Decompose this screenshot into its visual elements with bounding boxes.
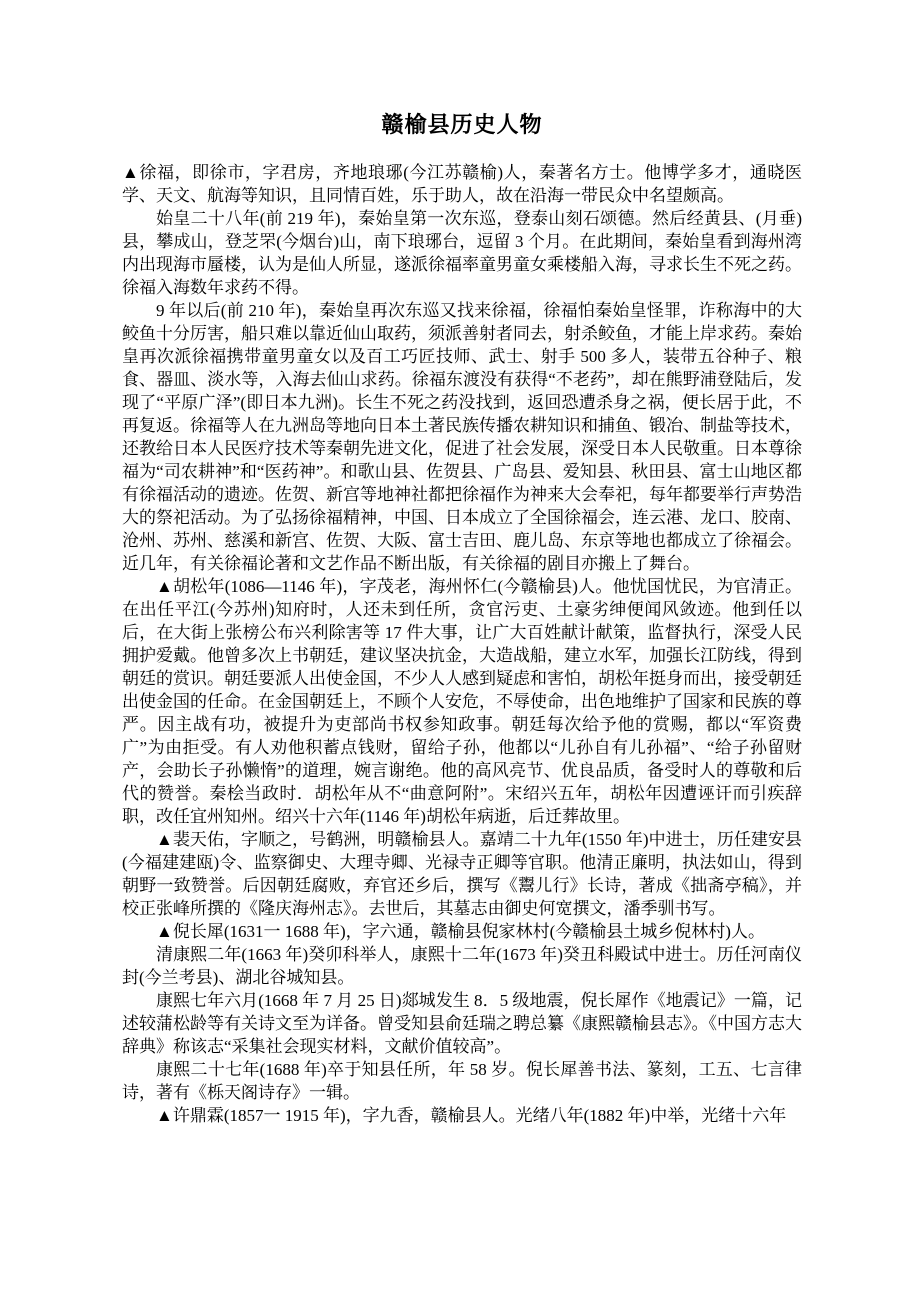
paragraph-xufu-second-voyage: 9 年以后(前 210 年)，秦始皇再次东巡又找来徐福，徐福怕秦始皇怪罪，诈称海中的大鲛鱼十分厉害，船只难以靠近仙山取药，须派善射者同去，射杀鲛鱼，才能上岸求药。秦始皇再次派徐福携带童男童女以及百工巧匠技师、武士、射手 500 多人，装带五谷种子、粮食、器皿、淡水等，入海去仙山求药。徐福东渡没有获得“不老药”，却在熊野浦登陆后，发现了“平原广泽”(即日本九洲)。长生不死之药没找到，返回恐遭杀身之祸，便长居于此，不再复返。徐福等人在九洲岛等地向日本土著民族传播农耕知识和捕鱼、锻冶、制盐等技术，还教给日本人民医疗技术等秦朝先进文化，促进了社会发展，深受日本人民敬重。日本尊徐福为“司农耕神”和“医药神”。和歌山县、佐贺县、广岛县、爱知县、秋田县、富士山地区都有徐福活动的遗迹。佐贺、新宫等地神社都把徐福作为神来大会奉祀，每年都要举行声势浩大的祭祀活动。为了弘扬徐福精神，中国、日本成立了全国徐福会，连云港、龙口、胶南、沧州、苏州、慈溪和新宫、佐贺、大阪、富士吉田、鹿儿岛、东京等地也都成立了徐福会。近几年，有关徐福论著和文艺作品不断出版，有关徐福的剧目亦搬上了舞台。	[122, 301, 802, 573]
paragraph-nichangxi-earthquake: 康熙七年六月(1668 年 7 月 25 日)郯城发生 8．5 级地震，倪长犀作《地震记》一篇，记述较蒲松龄等有关诗文至为详备。曾受知县俞廷瑞之聘总纂《康熙赣榆县志》。《中国方志大辞典》称该志“采集社会现实材料，文献价值较高”。	[122, 991, 802, 1056]
paragraph-xufu-intro: ▲徐福，即徐市，字君房，齐地琅琊(今江苏赣榆)人，秦著名方士。他博学多才，通晓医学、天文、航海等知识，且同情百姓，乐于助人，故在沿海一带民众中名望颇高。	[122, 163, 802, 205]
document-body	[122, 161, 802, 1127]
paragraph-xudinglin: ▲许鼎霖(1857一 1915 年)，字九香，赣榆县人。光绪八年(1882 年)中举，光绪十六年	[156, 1106, 787, 1125]
paragraph-nichangxi-career: 清康熙二年(1663 年)癸卯科举人，康熙十二年(1673 年)癸丑科殿试中进士。历任河南仪封(今兰考县)、湖北谷城知县。	[122, 945, 802, 987]
paragraph-peitianyou: ▲裴天佑，字顺之，号鹤洲，明赣榆县人。嘉靖二十九年(1550 年)中进士，历任建安县(今福建建瓯)令、监察御史、大理寺卿、光禄寺正卿等官职。他清正廉明，执法如山，得到朝野一致赞誉。后因朝廷腐败，弃官还乡后，撰写《鬻儿行》长诗，著成《拙斋亭稿》，并校正张峰所撰的《隆庆海州志》。去世后，其墓志由御史何宽撰文，潘季驯书写。	[122, 830, 802, 918]
paragraph-husongnian: ▲胡松年(1086—1146 年)，字茂老，海州怀仁(今赣榆县)人。他忧国忧民，为官清正。在出任平江(今苏州)知府时，人还未到任所，贪官污吏、土豪劣绅便闻风敛迹。他到任以后，在大街上张榜公布兴利除害等 17 件大事，让广大百姓献计献策，监督执行，深受人民拥护爱戴。他曾多次上书朝廷，建议坚决抗金，大造战船，建立水军，加强长江防线，得到朝廷的赏识。朝廷要派人出使金国，不少人人感到疑虑和害怕，胡松年挺身而出，接受朝廷出使金国的任命。在金国朝廷上，不顾个人安危，不辱使命，出色地维护了国家和民族的尊严。因主战有功，被提升为吏部尚书权参知政事。朝廷每次给予他的赏赐，都以“军资费广”为由拒受。有人劝他积蓄点钱财，留给子孙，他都以“儿孙自有儿孙福”、“给子孙留财产，会助长子孙懒惰”的道理，婉言谢绝。他的高风亮节、优良品质，备受时人的尊敬和后代的赞誉。秦桧当政时．胡松年从不“曲意阿附”。宋绍兴五年，胡松年因遭诬讦而引疾辞职，改任宜州知州。绍兴十六年(1146 年)胡松年病逝，后迁葬故里。	[122, 577, 802, 826]
paragraph-xufu-first-voyage: 始皇二十八年(前 219 年)，秦始皇第一次东巡，登泰山刻石颂德。然后经黄县、(月垂)县，攀成山，登芝罘(今烟台)山，南下琅琊台，逗留 3 个月。在此期间，秦始皇看到海州湾内出现海市蜃楼，认为是仙人所显，遂派徐福率童男童女乘楼船入海，寻求长生不死之药。徐福入海数年求药不得。	[122, 209, 802, 297]
page-title: 赣榆县历史人物	[381, 112, 543, 137]
paragraph-nichangxi-intro: ▲倪长犀(1631一 1688 年)，字六通，赣榆县倪家林村(今赣榆县土城乡倪林村)人。	[156, 922, 765, 941]
paragraph-nichangxi-death: 康熙二十七年(1688 年)卒于知县任所，年 58 岁。倪长犀善书法、篆刻，工五、七言律诗，著有《栎天阁诗存》一辑。	[122, 1060, 802, 1102]
